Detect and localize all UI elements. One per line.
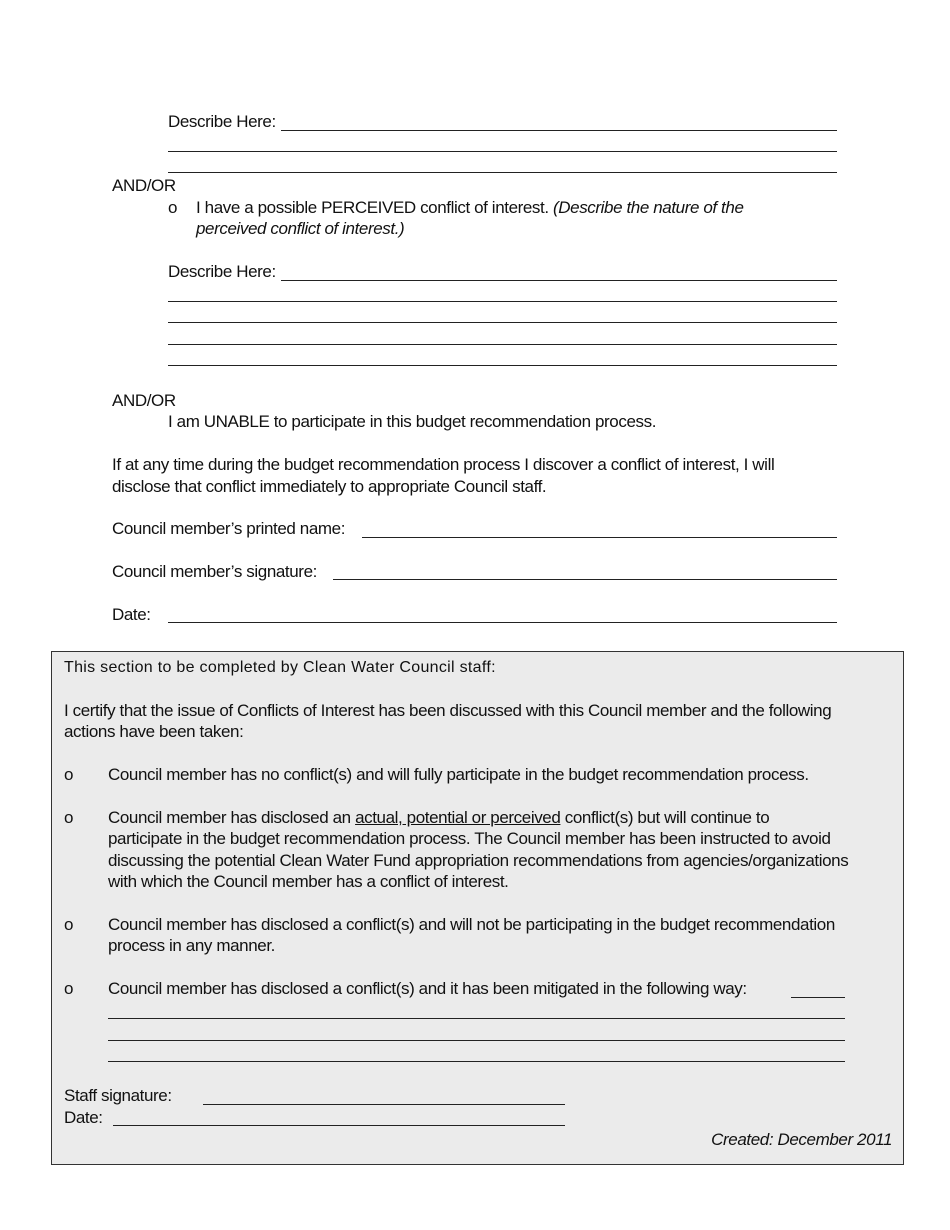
perceived-option-note: perceived conflict of interest.) bbox=[196, 219, 405, 238]
checkbox-not-participating[interactable]: o bbox=[64, 915, 74, 934]
perceived-option-note: (Describe the nature of the bbox=[553, 198, 744, 217]
option-text: with which the Council member has a conflict of interest. bbox=[108, 872, 509, 891]
and-or-label: AND/OR bbox=[112, 391, 176, 410]
option-text: conflict(s) but will continue to bbox=[560, 808, 770, 827]
staff-section-heading: This section to be completed by Clean Water Council staff: bbox=[64, 659, 496, 676]
describe-input-line[interactable] bbox=[168, 151, 837, 152]
option-text: participate in the budget recommendation process. The Council member has been instructed to avoid bbox=[108, 829, 831, 848]
certify-paragraph: actions have been taken: bbox=[64, 722, 244, 741]
checkbox-mitigated[interactable]: o bbox=[64, 979, 74, 998]
option-underlined-text: actual, potential or perceived bbox=[355, 808, 561, 827]
checkbox-no-conflict[interactable]: o bbox=[64, 765, 74, 784]
staff-date-field[interactable] bbox=[113, 1125, 565, 1126]
perceived-option-text bbox=[196, 197, 744, 218]
option-text: discussing the potential Clean Water Fund appropriation recommendations from agencies/organizations bbox=[108, 851, 849, 870]
option-not-participating: Council member has disclosed a conflict(s) and will not be participating in the budget recommendation bbox=[108, 915, 835, 934]
describe-input-line[interactable] bbox=[281, 280, 837, 281]
describe-input-line[interactable] bbox=[168, 322, 837, 323]
mitigation-input-line[interactable] bbox=[791, 997, 845, 998]
disclosure-paragraph: If at any time during the budget recommendation process I discover a conflict of interest, I will bbox=[112, 455, 775, 474]
date-field[interactable] bbox=[168, 622, 837, 623]
unable-text: I am UNABLE to participate in this budget recommendation process. bbox=[168, 412, 657, 431]
mitigation-input-line[interactable] bbox=[108, 1040, 845, 1041]
signature-field[interactable] bbox=[333, 579, 837, 580]
printed-name-field[interactable] bbox=[362, 537, 837, 538]
option-disclosed-continue bbox=[108, 807, 769, 828]
mitigation-input-line[interactable] bbox=[108, 1061, 845, 1062]
option-no-conflict: Council member has no conflict(s) and will fully participate in the budget recommendation process. bbox=[108, 765, 809, 784]
perceived-option-label: I have a possible PERCEIVED conflict of interest. bbox=[196, 198, 549, 217]
disclosure-paragraph: disclose that conflict immediately to appropriate Council staff. bbox=[112, 477, 547, 496]
checkbox-disclosed-continue[interactable]: o bbox=[64, 808, 74, 827]
describe-label: Describe Here: bbox=[168, 262, 276, 281]
describe-label: Describe Here: bbox=[168, 112, 276, 131]
option-text: process in any manner. bbox=[108, 936, 275, 955]
date-label: Date: bbox=[112, 605, 151, 624]
option-mitigated: Council member has disclosed a conflict(s) and it has been mitigated in the following way: bbox=[108, 979, 747, 998]
describe-input-line[interactable] bbox=[168, 344, 837, 345]
describe-input-line[interactable] bbox=[281, 130, 837, 131]
staff-signature-field[interactable] bbox=[203, 1104, 565, 1105]
staff-signature-label: Staff signature: bbox=[64, 1086, 172, 1105]
and-or-label: AND/OR bbox=[112, 176, 176, 195]
option-text: Council member has disclosed an bbox=[108, 808, 356, 827]
describe-input-line[interactable] bbox=[168, 301, 837, 302]
printed-name-label: Council member’s printed name: bbox=[112, 519, 346, 538]
describe-input-line[interactable] bbox=[168, 172, 837, 173]
signature-label: Council member’s signature: bbox=[112, 562, 317, 581]
checkbox-perceived[interactable]: o bbox=[168, 198, 178, 217]
certify-paragraph: I certify that the issue of Conflicts of Interest has been discussed with this Council member and the following bbox=[64, 701, 832, 720]
staff-date-label: Date: bbox=[64, 1108, 103, 1127]
mitigation-input-line[interactable] bbox=[108, 1018, 845, 1019]
created-date: Created: December 2011 bbox=[711, 1130, 892, 1149]
describe-input-line[interactable] bbox=[168, 365, 837, 366]
